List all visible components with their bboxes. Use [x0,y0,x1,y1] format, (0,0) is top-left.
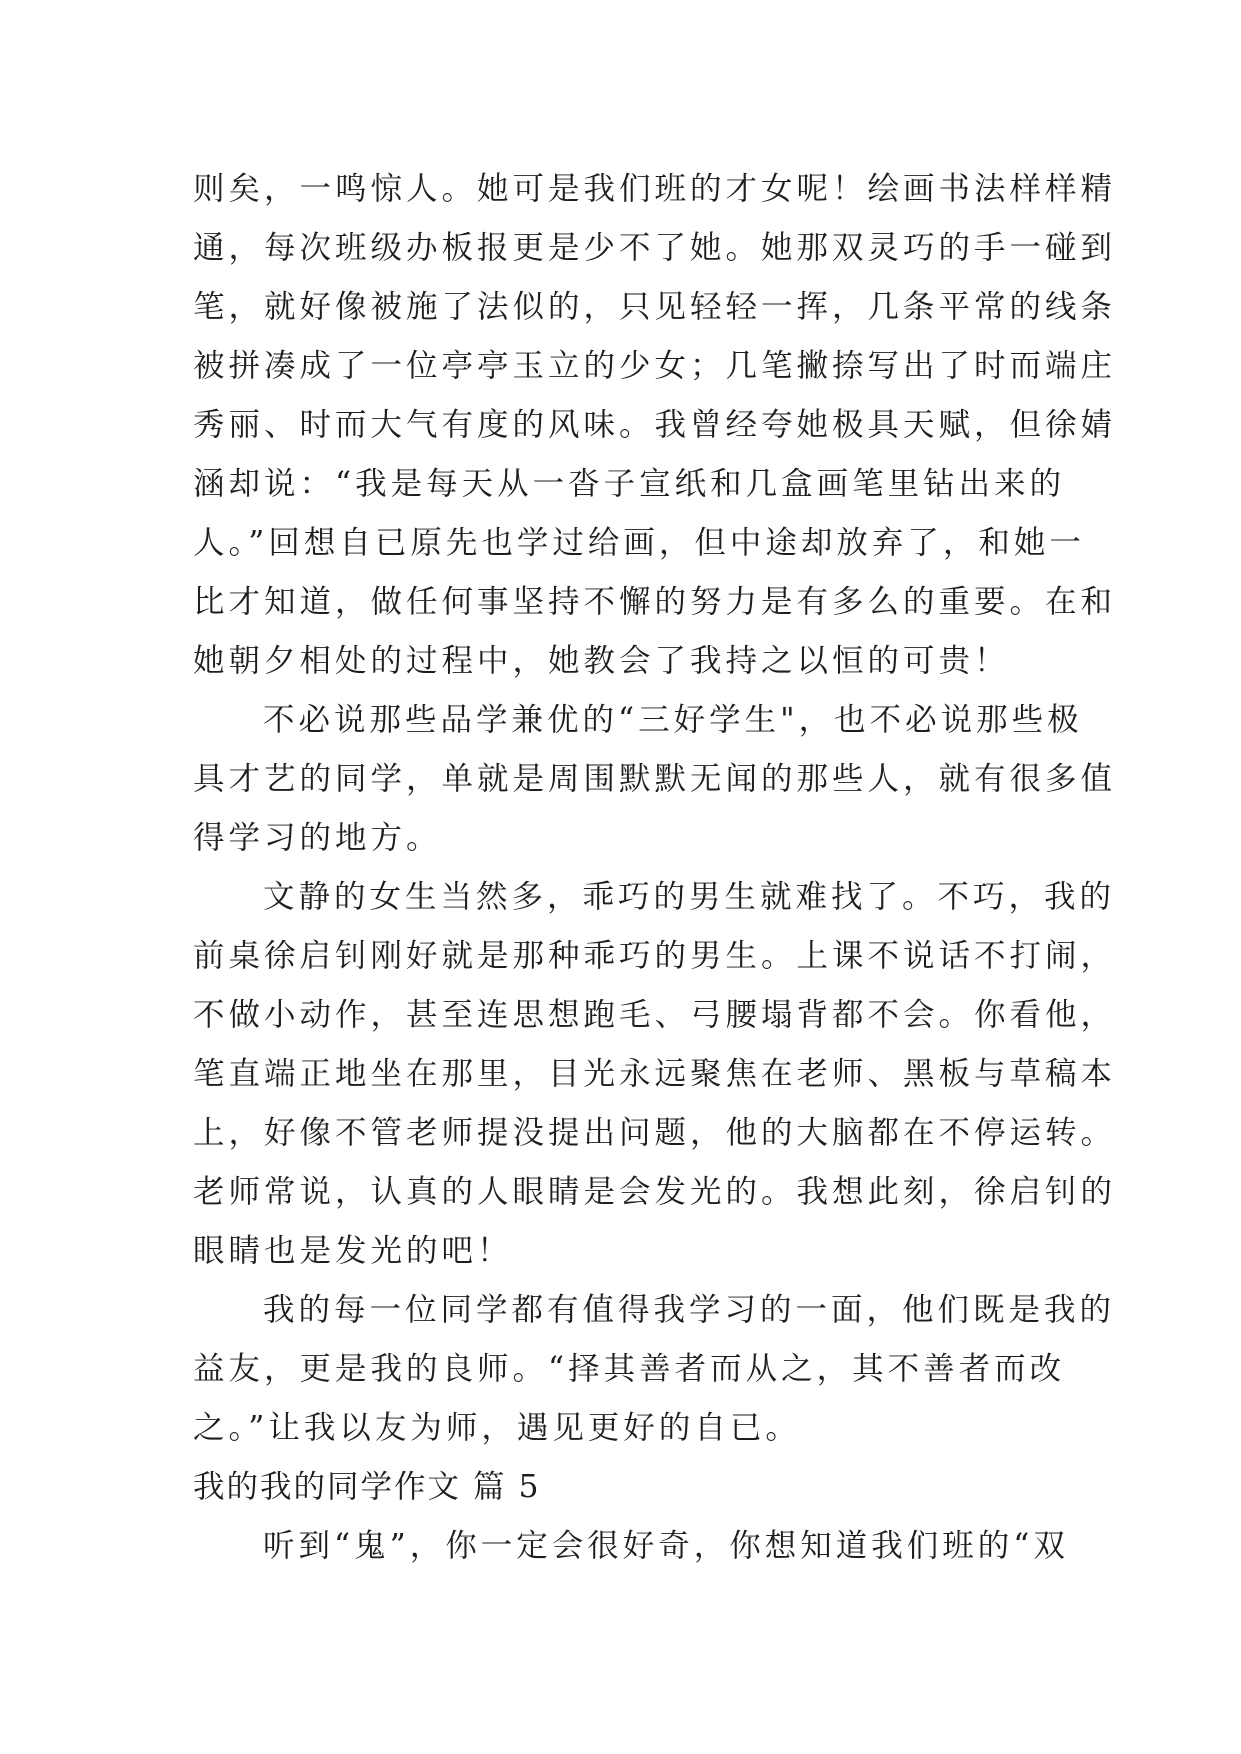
text-line: 人。”回想自已原先也学过给画，但中途却放弃了，和她一 [193,525,1085,561]
paragraph-first-line: 听到“鬼”，你一定会很好奇，你想知道我们班的“双 [263,1528,1069,1564]
text-line: 笔直端正地坐在那里，目光永远聚焦在老师、黑板与草稿本 [193,1056,1117,1092]
text-line: 涵却说：“我是每天从一沓子宣纸和几盒画笔里钻出来的 [193,466,1066,502]
section-heading: 我的我的同学作文 篇 5 [193,1469,541,1505]
text-line: 之。”让我以友为师，遇见更好的自已。 [193,1410,801,1446]
text-line: 不做小动作，甚至连思想跑毛、弓腰塌背都不会。你看他， [193,997,1117,1033]
text-line: 得学习的地方。 [193,820,442,856]
paragraph-first-line: 不必说那些品学兼优的“三好学生"，也不必说那些极 [263,702,1083,738]
document-body [193,160,1117,1576]
text-line: 眼睛也是发光的吧！ [193,1233,513,1269]
text-line: 她朝夕相处的过程中，她教会了我持之以恒的可贵！ [193,643,1010,679]
text-line: 则矣，一鸣惊人。她可是我们班的才女呢！绘画书法样样精 [193,171,1117,207]
text-line: 益友，更是我的良师。“择其善者而从之，其不善者而改 [193,1351,1066,1387]
text-line: 秀丽、时而大气有度的风味。我曾经夸她极具天赋，但徐婧 [193,407,1117,443]
text-line: 被拼凑成了一位亭亭玉立的少女；几笔撇捺写出了时而端庄 [193,348,1117,384]
text-line: 笔，就好像被施了法似的，只见轻轻一挥，几条平常的线条 [193,289,1117,325]
text-line: 比才知道，做任何事坚持不懈的努力是有多么的重要。在和 [193,584,1117,620]
paragraph-first-line: 我的每一位同学都有值得我学习的一面，他们既是我的 [263,1292,1116,1328]
text-line: 具才艺的同学，单就是周围默默无闻的那些人，就有很多值 [193,761,1117,797]
paragraph-first-line: 文静的女生当然多，乖巧的男生就难找了。不巧，我的 [263,879,1116,915]
text-line: 前桌徐启钊刚好就是那种乖巧的男生。上课不说话不打闹， [193,938,1117,974]
text-line: 通，每次班级办板报更是少不了她。她那双灵巧的手一碰到 [193,230,1117,266]
text-line: 老师常说，认真的人眼睛是会发光的。我想此刻，徐启钊的 [193,1174,1117,1210]
text-line: 上，好像不管老师提没提出问题，他的大脑都在不停运转。 [193,1115,1117,1151]
